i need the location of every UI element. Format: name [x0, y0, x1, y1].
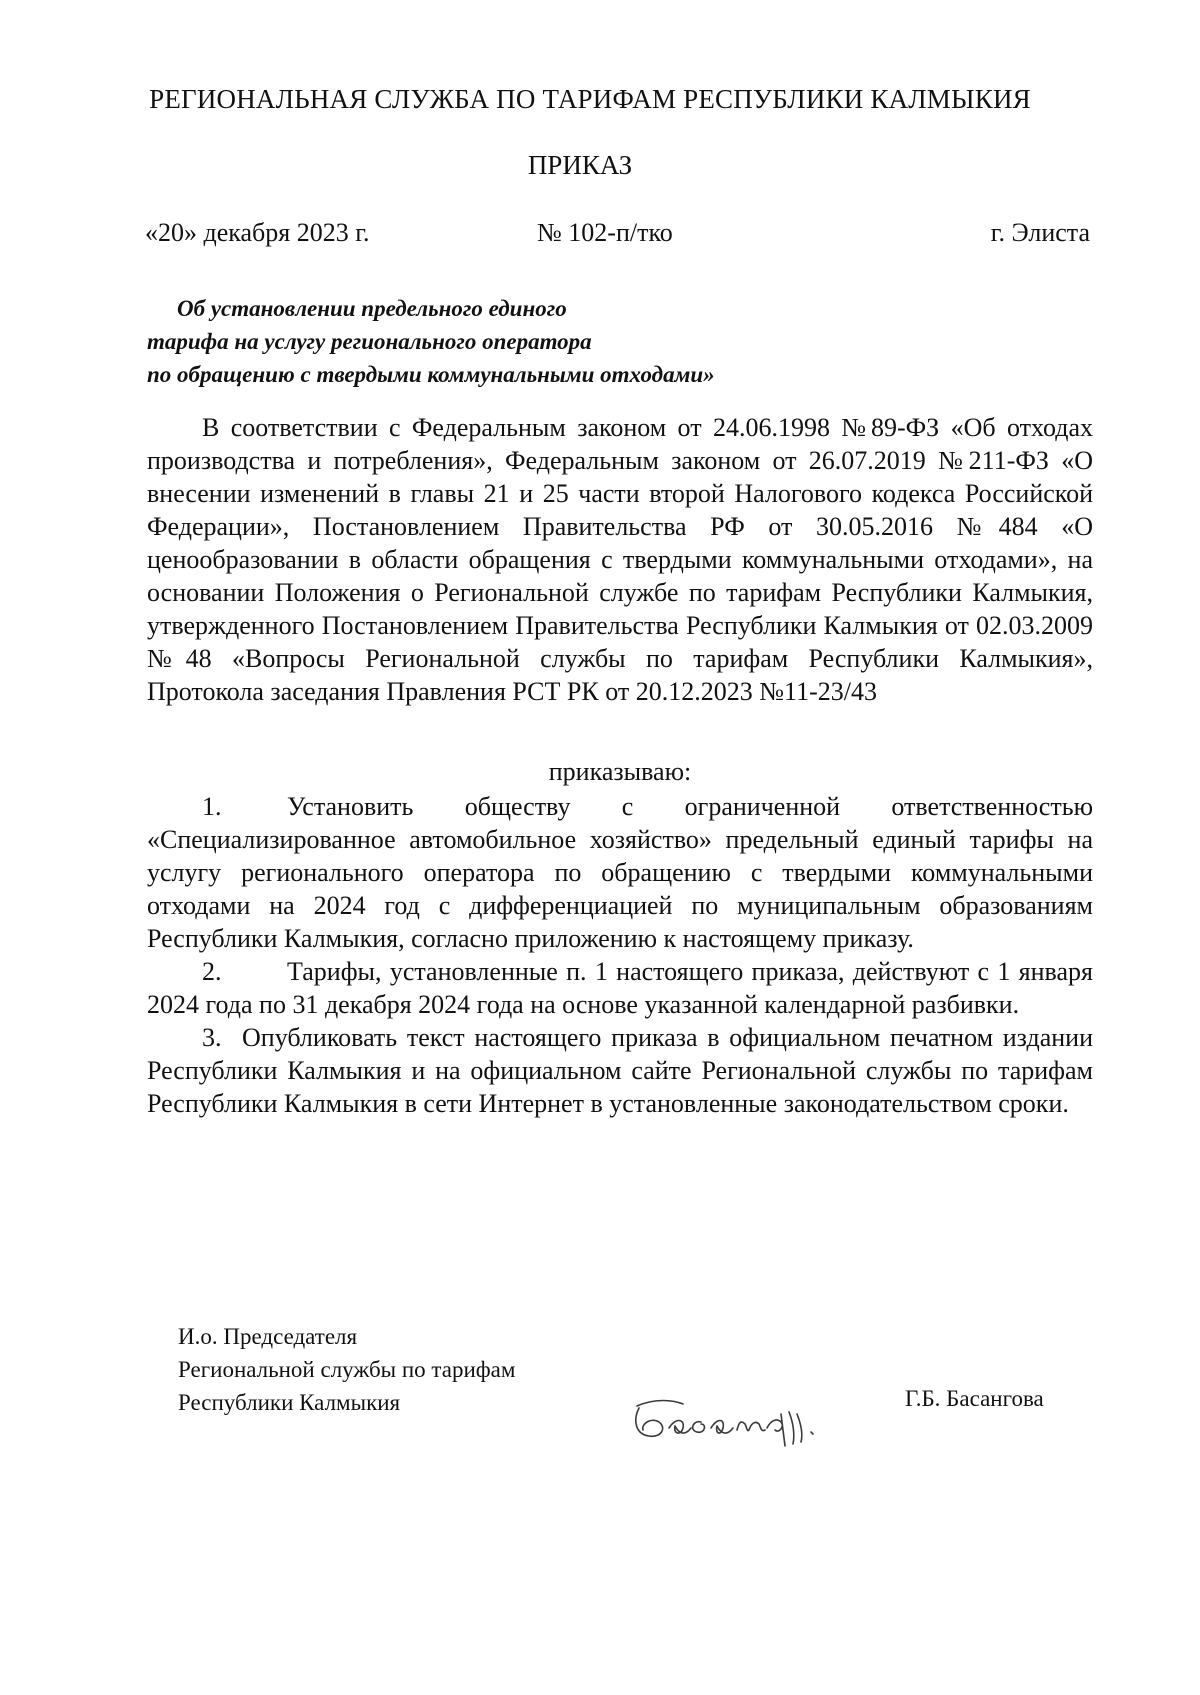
order-item — [147, 790, 1093, 955]
subject-line: по обращению с твердыми коммунальными отходами» — [147, 362, 715, 387]
order-item-number: 1. — [202, 792, 222, 821]
document-number: № 102-п/тко — [537, 218, 673, 247]
signatory-position-line: И.о. Председателя — [178, 1324, 358, 1349]
subject-line: Об установлении предельного единого — [177, 296, 567, 321]
order-item — [147, 955, 1093, 1021]
signatory-position-line: Республики Калмыкия — [178, 1390, 401, 1415]
document-type: ПРИКАЗ — [527, 150, 633, 180]
handwritten-signature — [625, 1384, 855, 1454]
order-item-number: 2. — [202, 957, 222, 986]
order-item-text: Опубликовать текст настоящего приказа в официальном печатном издании Республики Калмыкия и на официальном сайте Региональной службы по тарифам Республики Калмыкия в сети Интернет в установленные законодательством сроки. — [147, 1023, 1093, 1118]
subject-line: тарифа на услугу регионального оператора — [147, 329, 592, 354]
document-subject — [147, 292, 787, 391]
order-item-text: Установить обществу с ограниченной ответственностью «Специализированное автомобильное хозяйство» предельный единый тарифы на услугу регионального оператора по обращению с твердыми коммунальными отходами на 2024 год с дифференциацией по муниципальным образованиям Республики Калмыкия, согласно приложению к настоящему приказу. — [147, 792, 1093, 953]
document-city: г. Элиста — [990, 218, 1090, 247]
document-meta-row — [145, 218, 1090, 254]
order-items — [147, 790, 1093, 1120]
order-item — [147, 1021, 1093, 1120]
document-date: «20» декабря 2023 г. — [145, 218, 370, 247]
signatory-position — [178, 1320, 515, 1419]
order-item-text: Тарифы, установленные п. 1 настоящего приказа, действуют с 1 января 2024 года по 31 декабря 2024 года на основе указанной календарной разбивки. — [147, 957, 1093, 1019]
preamble-paragraph: В соответствии с Федеральным законом от 24.06.1998 №89-ФЗ «Об отходах производства и потребления», Федеральным законом от 26.07.2019 №211-ФЗ «О внесении изменений в главы 21 и 25 части второй Налогового кодекса Российской Федерации», Постановлением Правительства РФ от 30.05.2016 №484 «О ценообразовании в области обращения с твердыми коммунальными отходами», на основании Положения о Региональной службе по тарифам Республики Калмыкия, утвержденного Постановлением Правительства Республики Калмыкия от 02.03.2009 №48 «Вопросы Региональной службы по тарифам Республики Калмыкия», Протокола заседания Правления РСТ РК от 20.12.2023 №11-23/43 — [147, 413, 1093, 706]
signatory-name: Г.Б. Басангова — [905, 1386, 1044, 1411]
order-word: приказываю: — [548, 757, 692, 786]
signatory-position-line: Региональной службы по тарифам — [178, 1357, 516, 1382]
order-item-number: 3. — [202, 1023, 222, 1052]
organization-title: РЕГИОНАЛЬНАЯ СЛУЖБА ПО ТАРИФАМ РЕСПУБЛИКИ КАЛМЫКИЯ — [149, 84, 1031, 114]
